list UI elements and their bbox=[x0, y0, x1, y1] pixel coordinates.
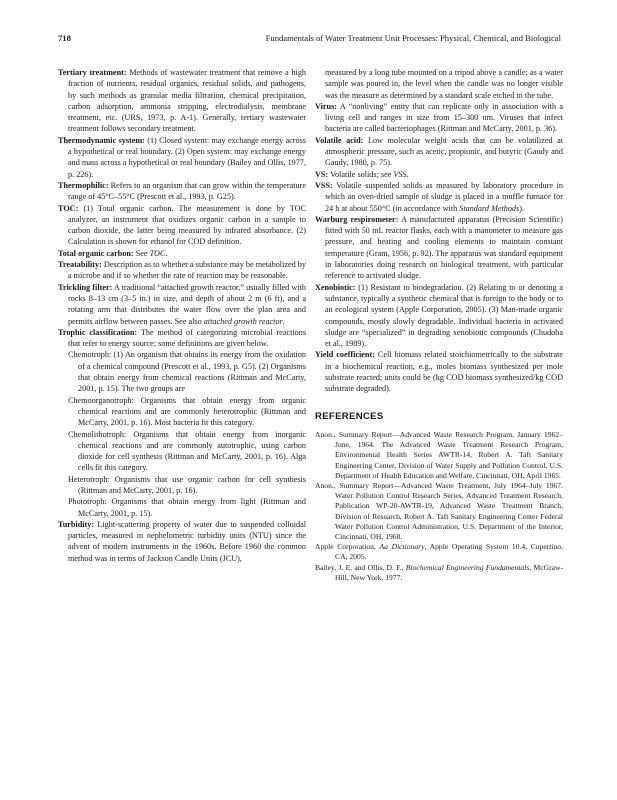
glossary-entry-volatile-acid bbox=[315, 135, 563, 169]
glossary-entry-xenobiotic bbox=[315, 282, 563, 350]
term: Xenobiotic: bbox=[315, 282, 356, 292]
term: Virus: bbox=[315, 101, 337, 111]
definition: Light-scattering property of water due to suspended colloidal particles, measured in nephelometric turbidity units (NTU) since the advent of modern instruments in the 1960s. Before 1960 the common method was in terms of Jackson Candle Units (JCU), bbox=[68, 519, 307, 563]
cross-reference: attached growth reactor bbox=[203, 316, 283, 326]
term: VS: bbox=[315, 169, 329, 179]
term: Tertiary treatment: bbox=[58, 68, 127, 77]
term: Thermophilic: bbox=[58, 180, 109, 190]
definition: Cell biomass related stoichiometrically to the substrate in a biochemical reaction, e.g., moles biomass synthesized per mole substrate reacted; units could be (kg COD biomass synthesized/kg COD substrate degraded). bbox=[325, 350, 564, 394]
definition: The method of categorizing microbial reactions that refer to energy source; some definitions are given below. bbox=[68, 327, 307, 349]
glossary-entry-vs: VS: Volatile solids; see VSS. bbox=[315, 169, 409, 179]
running-header bbox=[58, 33, 561, 47]
definition: Volatile solids; see bbox=[330, 169, 394, 179]
definition: Methods of wastewater treatment that remove a high fraction of nutrients, residual organics, residual solids, and pathogens, by such methods as granular media filtration, chemical precipitation, carbon adsorption, ammonia stripping, electrodialysis, membrane treatment, etc. (URS, 1973, p. A-1). Generally, tertiary wastewater treatment follows secondary treatment. bbox=[68, 68, 307, 134]
definition: (1) Total organic carbon. The measurement is done by TOC analyzer, an instrument that oxidizes organic carbon in a sample to carbon dioxide, the latter being measured by infrared absorbance. (2) Calculation is shown for ethanol for COD definition. bbox=[68, 203, 307, 247]
term: Trophic classification: bbox=[58, 327, 138, 337]
sub-entry-chemoorganotroph: Chemoorganotroph: Organisms that obtain energy from organic chemical reactions and are commonly heterotrophic (Rittman and McCarty, 2001, p. 16). Most bacteria fit this category. bbox=[68, 395, 306, 428]
definition: Description as to whether a substance may be metabolized by a microbe and if so whether the rate of reaction may be reasonable. bbox=[68, 260, 306, 281]
term: Trickling filter: bbox=[58, 282, 113, 292]
cross-reference: Standard Methods bbox=[459, 203, 520, 213]
definition: (1) Closed system: may exchange energy across a hypothetical or real boundary. (2) Open system: may exchange energy and mass across a hypothetical or real boundary (Bailey and Ollis, 1977, p. 226). bbox=[68, 135, 306, 179]
glossary-entry-tertiary-treatment bbox=[58, 67, 306, 135]
term: Volatile acid: bbox=[315, 135, 364, 145]
reference-anon-1968: Anon., Summary Report—Advanced Waste Treatment, July 1964–July 1967. Water Pollution Control Research Series, Advanced Treatment Research, Publication WP-20-AWTR-19, Advanced Waste Treatment Branch, Division of Research, Robert A. Taft Sanitary Engineering Center Federal Water Pollution Control Administration, U.S. Department of the Interior, Cincinnati, OH, 1968. bbox=[315, 480, 563, 541]
glossary-entry-turbidity-continued: measured by a long tube mounted on a tripod above a candle; as a water sample was poured in, the level when the candle was no longer visible was the measure as determined by a standard scale etched in the tube. bbox=[325, 68, 563, 100]
definition: Volatile suspended solids as measured by laboratory procedure in which an oven-dried sample of sludge is placed in a muffle furnace for 24 h at about 550°C (in accordance with bbox=[325, 180, 563, 213]
glossary-entry-total-organic-carbon: Total organic carbon: See TOC. bbox=[58, 248, 168, 258]
right-column bbox=[315, 67, 563, 583]
term: TOC: bbox=[58, 203, 79, 213]
term: Thermodynamic system: bbox=[58, 135, 145, 145]
glossary-entry-trophic-classification bbox=[58, 327, 306, 350]
references-heading: REFERENCES bbox=[315, 410, 384, 422]
book-title: Fundamentals of Water Treatment Unit Processes: Physical, Chemical, and Biological bbox=[265, 33, 561, 43]
cross-reference: TOC bbox=[149, 248, 166, 258]
glossary-entry-warburg-respirometer bbox=[315, 214, 563, 282]
glossary-entry-thermophilic bbox=[58, 180, 306, 203]
glossary-entry-toc bbox=[58, 203, 306, 248]
glossary-entry-yield-coefficient bbox=[315, 349, 563, 394]
cross-reference: VSS bbox=[393, 169, 407, 179]
glossary-entry-trickling-filter: Trickling filter: A traditional “attached growth reactor,” usually filled with rocks 8–13 cm (3–5 in.) in size, and depth of about 2 m (6 ft), and a rotating arm that distributes the water flow over the plan area and permits airflow between passes. See also attached growth reactor. bbox=[58, 282, 306, 326]
glossary-entry-vss: VSS: Volatile suspended solids as measured by laboratory procedure in which an oven-dried sample of sludge is placed in a muffle furnace for 24 h at about 550°C (in accordance with Standard Methods). bbox=[315, 180, 563, 213]
term: Warburg respirometer: bbox=[315, 214, 399, 224]
sub-entry-chemolithotroph: Chemolithotroph: Organisms that obtain energy from inorganic chemical reactions and are commonly autotrophic, using carbon dioxide for cell synthesis (Rittman and McCarty, 2001, p. 16). Alga cells fit this category. bbox=[68, 429, 306, 473]
page-number: 718 bbox=[58, 33, 71, 43]
sub-entry-chemotroph: Chemotroph: (1) An organism that obtains its energy from the oxidation of a chemical compound (Prescott et al., 1993, p. G5). (2) Organisms that obtain energy from chemical reactions (Rittman and McCarty, 2001, p. 15). The two groups are bbox=[68, 350, 306, 394]
term: Treatability: bbox=[58, 260, 102, 270]
definition: See bbox=[135, 248, 150, 258]
sub-entry-phototroph: Phototroph: Organisms that obtain energy from light (Rittman and McCarty, 2001, p. 15). bbox=[68, 497, 306, 518]
reference-apple-2005: Apple Corporation, Aa Dictionary, Apple Operating System 10.4, Cupertino, CA, 2005. bbox=[315, 542, 564, 562]
term: Total organic carbon: bbox=[58, 248, 134, 258]
definition: A “nonliving” entity that can replicate only in association with a living cell and ranges in size from 15–300 nm. Viruses that infect bacteria are called bacteriophages (Rittman and McCarty, 2001, p. 36). bbox=[325, 101, 563, 134]
reference-anon-1965: Anon., Summary Report—Advanced Waste Research Program, January 1962–June, 1964. The Advanced Waste Treatment Research Program, Environmental Health Series AWTR-14, Robert A. Taft Sanitary Engineering Center, Division of Water Supply and Pollution Control, U.S. Department of Health Education and Welfare, Cincinnati, OH, April 1965. bbox=[315, 429, 563, 480]
sub-entry-heterotroph: Heterotroph: Organisms that use organic carbon for cell synthesis (Rittman and McCarty, 2001, p. 16). bbox=[68, 474, 306, 495]
definition: A manufactured apparatus (Precision Scientific) fitted with 50 mL reactor flasks, each with a manometer to measure gas pressure, and heating and cooling elements to maintain constant temperature (Gram, 1956, p. 92). The apparatus was standard equipment in laboratories doing research on biological treatment, with particular reference to activated sludge. bbox=[325, 214, 563, 281]
definition: A traditional “attached growth reactor,” usually filled with rocks 8–13 cm (3–5 in.) in size, and depth of about 2 m (6 ft), and a rotating arm that distributes the water flow over the plan area and permits airflow between passes. See also bbox=[68, 282, 306, 326]
reference-bailey-1977: Bailey, J. E. and Ollis, D. F., Biochemical Engineering Fundamentals, McGraw-Hill, New York, 1977. bbox=[315, 562, 563, 582]
term: Turbidity: bbox=[58, 519, 95, 529]
definition: Refers to an organism that can grow within the temperature range of 45°C–55°C (Prescott et al., 1993, p. G25). bbox=[68, 180, 306, 202]
term: Yield coefficient: bbox=[315, 350, 375, 360]
term: VSS: bbox=[315, 180, 333, 190]
definition: Low molecular weight acids that can be volatilized at atmospheric pressure, such as acetic, propionic, and butyric (Gaudy and Gaudy, 1980, p. 75). bbox=[325, 135, 564, 168]
glossary-entry-treatability bbox=[58, 259, 306, 282]
glossary-entry-virus bbox=[315, 101, 563, 135]
glossary-entry-turbidity bbox=[58, 519, 306, 564]
definition: (1) Resistant to biodegradation. (2) Relating to or denoting a substance, typically a synthetic chemical that is foreign to the body or to an ecological system (Apple Corporation, 2005). (3) Man-made organic compounds, mostly slowly degradable. Individual bacteria in activated sludge are “specialized” in degrading xenobiotic compounds (Chudoba et al., 1989). bbox=[325, 282, 563, 349]
left-column bbox=[58, 67, 306, 564]
glossary-entry-thermodynamic-system bbox=[58, 135, 306, 180]
